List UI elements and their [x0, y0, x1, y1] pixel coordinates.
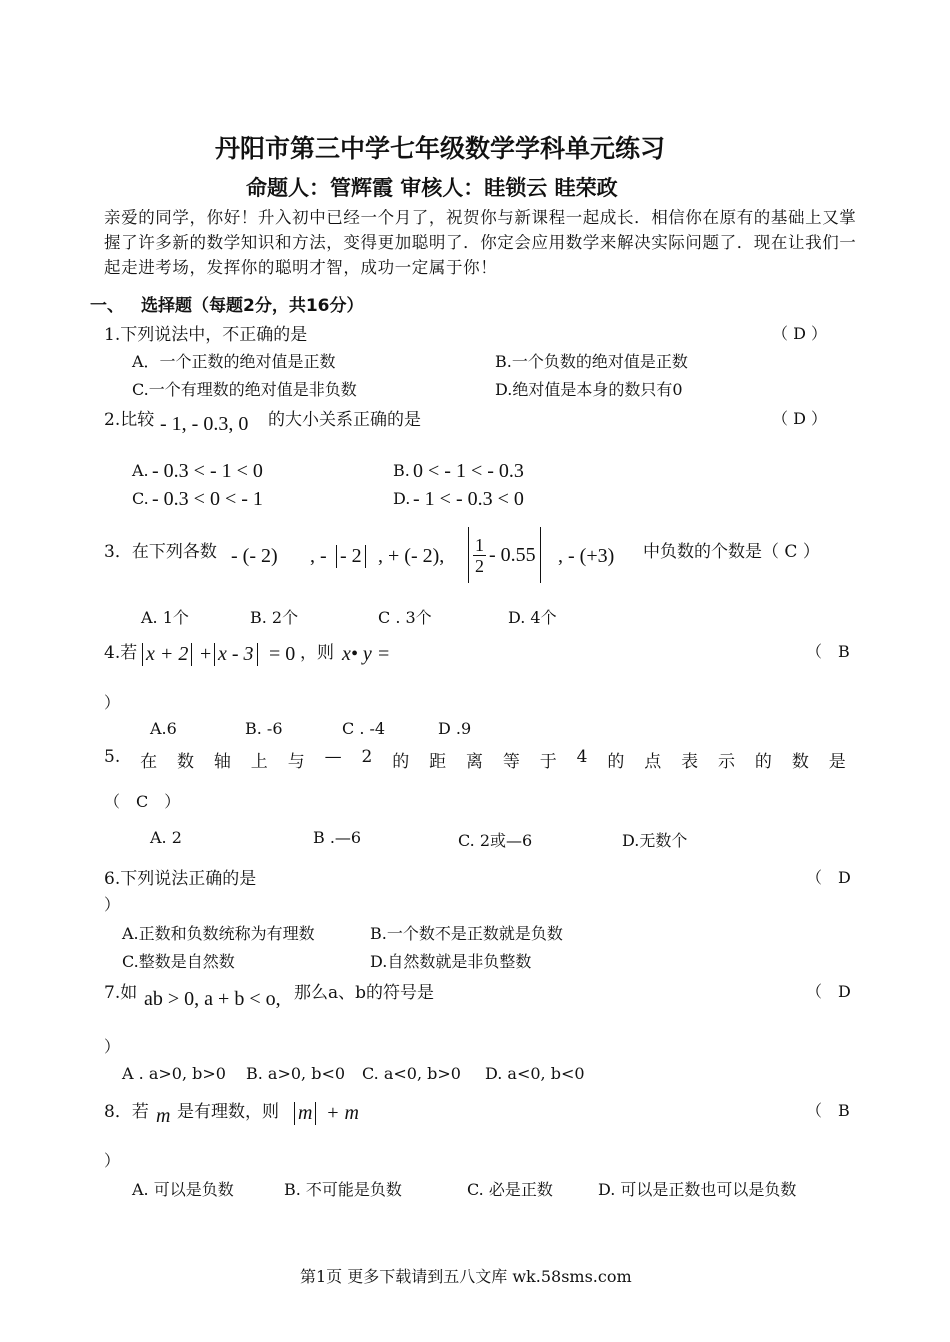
q3-math-2: , -: [310, 545, 327, 567]
page-subtitle: 命题人：管辉霞 审核人：眭锁云 眭荣政: [246, 176, 618, 200]
q7-math: ab > 0, a + b < o,: [144, 988, 281, 1010]
q7-answer-close: ）: [104, 1037, 121, 1056]
q8-tail: + m: [326, 1102, 359, 1124]
q5-char: 等: [502, 752, 520, 772]
q4-option-c: C . -4: [342, 719, 386, 738]
q5-char: 于: [539, 752, 557, 772]
q7-prefix: 7.如: [104, 983, 138, 1003]
q4-answer-close: ）: [104, 693, 121, 712]
section-title: 选择题（每题2分，共16分）: [141, 296, 364, 316]
q6-option-a: A.正数和负数统称为有理数: [122, 924, 315, 943]
q4-option-b: B. -6: [245, 719, 283, 738]
q5-option-b: B .—6: [313, 828, 362, 847]
q3-fraction-numerator: 1: [475, 534, 484, 555]
q4-abs-2: [214, 643, 258, 666]
q6-option-d: D.自然数就是非负整数: [370, 952, 532, 971]
page-title: 丹阳市第三中学七年级数学学科单元练习: [215, 134, 666, 163]
q4-expression: x• y =: [342, 643, 391, 665]
intro-paragraph: 亲爱的同学，你好！升入初中已经一个月了，祝贺你与新课程一起成长．相信你在原有的基础上又掌握了许多新的数学知识和方法，变得更加聪明了．你定会应用数学来解决实际问题了．现在让我们一起走进考场，发挥你的聪明才智，成功一定属于你！: [104, 208, 857, 277]
q5-char: 表: [681, 752, 699, 772]
q5-char: 数: [177, 752, 195, 772]
q2-option-b-math: 0 < - 1 < - 0.3: [413, 460, 524, 482]
q5-char: 点: [644, 752, 662, 772]
q6-answer-open: （ D: [806, 868, 851, 887]
q5-char: 与: [287, 752, 305, 772]
q7-option-c: C. a<0, b>0: [362, 1064, 461, 1083]
q8-option-b: B. 不可能是负数: [284, 1180, 402, 1199]
q5-char: 的: [607, 752, 625, 772]
q7-option-a: A . a>0, b>0: [122, 1064, 226, 1083]
q3-option-d: D. 4个: [508, 608, 557, 627]
q4-abs-1-inner: x + 2: [142, 643, 192, 666]
q5-answer: （ C ）: [104, 792, 181, 811]
q1-answer: （ D ）: [772, 324, 828, 343]
q2-option-d-label: D.: [393, 489, 411, 508]
q5-char: 是: [828, 752, 846, 772]
q4-answer-open: （ B: [806, 642, 850, 661]
q4-option-a: A.6: [150, 719, 177, 738]
q5-option-d: D.无数个: [622, 831, 688, 850]
q2-suffix: 的大小关系正确的是: [268, 410, 421, 430]
q5-char: 距: [429, 752, 447, 772]
q8-option-c: C. 必是正数: [467, 1180, 553, 1199]
q5-option-a: A. 2: [150, 828, 182, 847]
q5-char: 示: [718, 752, 736, 772]
q5-char: 2: [361, 747, 373, 767]
q4-abs-1: [142, 643, 192, 666]
q8-prefix: 8．若: [104, 1102, 149, 1122]
q1-option-c: C.一个有理数的绝对值是非负数: [132, 380, 357, 399]
q5-char: 数: [791, 752, 809, 772]
q8-mid: 是有理数，则: [177, 1102, 279, 1122]
q2-option-c-math: - 0.3 < 0 < - 1: [152, 488, 263, 510]
q3-fraction-denominator: 2: [475, 555, 484, 576]
q3-math-4-rest: - 0.55: [489, 543, 536, 566]
q4-abs-2-inner: x - 3: [214, 643, 258, 666]
q4-option-d: D .9: [438, 719, 472, 738]
q5-char: 4: [576, 747, 588, 767]
q2-option-c-label: C.: [132, 489, 149, 508]
q8-answer-open: （ B: [806, 1101, 850, 1120]
q8-answer-close: ）: [104, 1151, 121, 1170]
q1-text: 1.下列说法中，不正确的是: [104, 325, 308, 345]
q8-variable: m: [156, 1105, 171, 1127]
q1-option-d: D.绝对值是本身的数只有0: [495, 380, 683, 399]
q8-abs: [294, 1102, 316, 1125]
q3-option-b: B. 2个: [250, 608, 299, 627]
q1-option-a: A．一个正数的绝对值是正数: [132, 352, 336, 371]
q4-mid: ，则: [300, 643, 334, 663]
q3-prefix: 3．在下列各数: [104, 542, 217, 562]
q3-option-a: A. 1个: [141, 608, 189, 627]
q2-answer: （ D ）: [772, 409, 828, 428]
q5-char: 上: [250, 752, 268, 772]
q2-math: - 1, - 0.3, 0: [160, 413, 249, 435]
q5-char: 在: [140, 752, 158, 772]
q4-prefix: 4.若: [104, 643, 138, 663]
q5-text: [104, 747, 846, 772]
q3-suffix: 中负数的个数是（ C ）: [643, 542, 820, 562]
q7-suffix: 那么a、b的符号是: [294, 983, 435, 1003]
q8-option-d: D. 可以是正数也可以是负数: [598, 1180, 797, 1199]
q3-math-2-abs: [336, 545, 366, 568]
q3-math-5: , - (+3): [558, 545, 615, 567]
q5-char: 离: [465, 752, 483, 772]
q6-text: 6.下列说法正确的是: [104, 869, 257, 889]
section-number: 一、: [90, 296, 124, 316]
q3-math-4: [468, 527, 541, 583]
q3-abs-value: - 2: [336, 545, 366, 568]
q5-char: —: [324, 747, 342, 767]
q7-option-d: D. a<0, b<0: [485, 1064, 585, 1083]
q6-option-b: B.一个数不是正数就是负数: [370, 924, 563, 943]
q2-prefix: 2.比较: [104, 410, 155, 430]
q1-option-b: B.一个负数的绝对值是正数: [495, 352, 688, 371]
q2-option-a-math: - 0.3 < - 1 < 0: [152, 460, 263, 482]
q3-option-c: C . 3个: [378, 608, 432, 627]
q8-abs-inner: m: [294, 1102, 316, 1125]
q5-char: 的: [754, 752, 772, 772]
q3-math-3: , + (- 2),: [378, 545, 445, 567]
q6-answer-close: ）: [104, 895, 121, 914]
q5-char: 5.: [104, 747, 121, 767]
q4-equals: = 0: [269, 643, 296, 665]
q2-option-b-label: B.: [393, 461, 410, 480]
q7-option-b: B. a>0, b<0: [246, 1064, 346, 1083]
q6-option-c: C.整数是自然数: [122, 952, 235, 971]
q7-answer-open: （ D: [806, 982, 851, 1001]
q5-char: 轴: [213, 752, 231, 772]
page-footer: 第1页 更多下载请到五八文库 wk.58sms.com: [300, 1267, 632, 1286]
q2-option-a-label: A.: [132, 461, 149, 480]
q8-option-a: A. 可以是负数: [132, 1180, 234, 1199]
q5-char: 的: [392, 752, 410, 772]
q4-plus: +: [200, 643, 212, 665]
q5-option-c: C. 2或—6: [458, 831, 533, 850]
q3-fraction: [473, 535, 486, 576]
q2-option-d-math: - 1 < - 0.3 < 0: [413, 488, 524, 510]
q3-math-1: - (- 2): [231, 545, 278, 567]
